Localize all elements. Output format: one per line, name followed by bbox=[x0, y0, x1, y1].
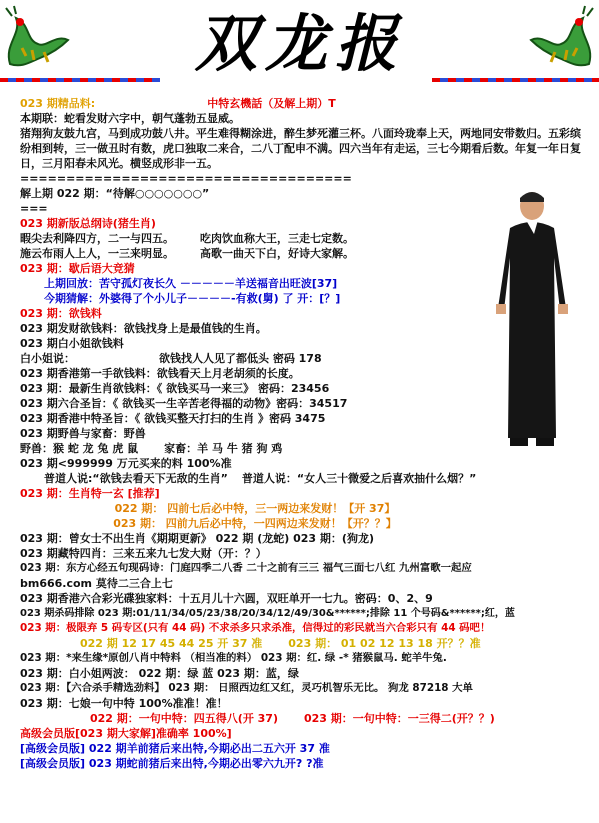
text-line: 023 期：东方心经五句现码诗：门庭四季二八香 二十之前有三三 福气三面七八红 九州富歌一起应 bbox=[20, 562, 472, 574]
text-line: 野兽：猴 蛇 龙 兔 虎 鼠 bbox=[20, 442, 139, 455]
text-line: 023 期：七娘一句中特 100%准准！准！ bbox=[20, 697, 228, 710]
section-heading bbox=[20, 96, 585, 111]
section-heading: 高级会员版[023 期大家解]准确率 100%] bbox=[20, 727, 232, 740]
text-line: 023 期香港第一手欲钱料：欲钱看天上月老胡须的长度。 bbox=[20, 367, 300, 380]
text-line: 023 期六合圣旨：《 欲钱买一生辛苦老得福的动物》密码：34517 bbox=[20, 397, 348, 410]
text-row bbox=[20, 351, 585, 366]
divider-text: === bbox=[20, 202, 48, 215]
text-line: 中特玄機話（及解上期）T bbox=[207, 97, 336, 110]
text-line: 023 期：曾女士不出生肖《期期更新》 022 期 (龙蛇) 023 期：(狗龙) bbox=[20, 532, 374, 545]
text-line: 023 期：极限弃 5 码专区(只有 44 码) 不求杀多只求杀准，信得过的彩民就当六合彩只有 44 码吧！ bbox=[20, 622, 491, 634]
text-line: 022 期：一句中特：四五得八(开 37) bbox=[90, 712, 278, 725]
text-line: 023 期：最新生肖欲钱料：《 欲钱买马一来三》 密码：23456 bbox=[20, 382, 330, 395]
page-title: 双龙报 bbox=[194, 7, 405, 80]
text-line: 欲钱找人人见了都低头 密码 178 bbox=[159, 352, 322, 365]
text-line: 023 期：一句中特：一三得二(开？？) bbox=[303, 712, 495, 725]
text-row bbox=[20, 471, 585, 486]
text-row bbox=[20, 711, 585, 726]
text-line: 023 期香港中特圣旨：《 欲钱买整天打扫的生肖 》密码 3475 bbox=[20, 412, 326, 425]
text-line: 023 期<999999 万元买来的料 100%准 bbox=[20, 457, 232, 470]
dragon-icon-left bbox=[2, 4, 76, 78]
text-line: 023 期杀码排除 023 期:01/11/34/05/23/38/20/34/12/49/30&******;排除 11 个号码&******;红，蓝 bbox=[20, 608, 515, 619]
masthead bbox=[0, 0, 599, 98]
text-line: 本期联：蛇看发财六字中，朝气蓬勃五显威。 bbox=[20, 112, 240, 125]
text-row bbox=[20, 441, 585, 456]
text-line: 普道人说：“女人三十微爱之后喜欢抽什么烟？” bbox=[241, 472, 477, 485]
section-heading: 023 期：欲钱料 bbox=[20, 307, 102, 320]
header-stripe-right bbox=[432, 78, 599, 82]
header-stripe-left bbox=[0, 78, 160, 82]
text-line: 家畜：羊 马 牛 猪 狗 鸡 bbox=[164, 442, 283, 455]
section-heading: 023 期新版总纲诗(猪生肖) bbox=[20, 217, 156, 230]
text-line: 023 期香港六合彩光碟独家料：十五月儿十六圆，双旺单开一七九。密码：0、2、9 bbox=[20, 592, 433, 605]
text-line: 023 期： 01 02 12 13 18 开？？准 bbox=[288, 637, 481, 650]
text-line: [高级会员版] 023 期蛇前猪后来出特,今期必出零六九开? ?准 bbox=[20, 757, 324, 770]
text-paragraph: 猪翔狗友鼓九宫，马到成功鼓八井。平生难得糊涂进，醉生梦死灌三杯。八面玲珑奉上天，两地同安带数归。五彩缤纷相到转，三一做丑时有数，虎口独取二来合，二八丁配申不满。四六当年有走运，三七今期看后数。年复一年日复日，三月阳春未风光。横竖成形非一五。 bbox=[20, 127, 581, 170]
divider-text: ==================================== bbox=[20, 172, 352, 185]
text-line: 023 期： 四前九后必中特，一四两边来发财！【开？？】 bbox=[113, 517, 397, 530]
text-line: 023 期藏特四肖：三来五来九七发大财（开：？） bbox=[20, 547, 267, 560]
text-line: 023 期发财欲钱料：欲钱找身上是最值钱的生肖。 bbox=[20, 322, 267, 335]
text-line: 吃肉饮血称大王，三走七定数。 bbox=[200, 232, 354, 245]
text-row bbox=[20, 636, 585, 651]
poem-row bbox=[20, 231, 585, 246]
text-line: bm666.com 莫待二三合上七 bbox=[20, 577, 173, 590]
text-line: 白小姐说： bbox=[20, 352, 75, 365]
text-line: 023 期：【六合杀手精选劲料】 023 期： 日照西边红又红，灵巧机智乐无比。 狗龙 87218 大单 bbox=[20, 682, 473, 694]
section-heading: 023 期：生肖特一玄 [推荐] bbox=[20, 487, 160, 500]
text-line: 022 期： 四前七后必中特，三一两边来发财！【开 37】 bbox=[114, 502, 396, 515]
text-line: 023 期：*来生缘*原创八肖中特料 （相当准的料） 023 期：红. 绿 -* 猪猴鼠马. 蛇羊牛兔. bbox=[20, 652, 447, 664]
text-line: 施云布雨人上人，一三来明显。 bbox=[20, 247, 174, 260]
text-line: 023 期精品料: bbox=[20, 97, 96, 110]
content bbox=[20, 96, 585, 771]
text-line: [高级会员版] 022 期羊前猪后来出特,今期必出二五六开 37 准 bbox=[20, 742, 330, 755]
text-line: 上期回放：苦守孤灯夜长久 －－－－－羊送福音出旺波[37] bbox=[44, 277, 338, 290]
text-line: 解上期 022 期：“待解○○○○○○○” bbox=[20, 187, 210, 200]
text-line: 023 期野兽与家畜：野兽 bbox=[20, 427, 146, 440]
text-line: 高歌一曲天下白，好诗大家解。 bbox=[200, 247, 354, 260]
text-line: 023 期白小姐欲钱料 bbox=[20, 337, 124, 350]
poem-row bbox=[20, 246, 585, 261]
text-line: 022 期 12 17 45 44 25 开 37 准 bbox=[80, 637, 263, 650]
text-line: 023 期：白小姐两波： 022 期：绿 蓝 023 期：蓝，绿 bbox=[20, 667, 299, 680]
text-line: 暇尖去利降四方，二一与四五。 bbox=[20, 232, 174, 245]
dragon-icon-right bbox=[523, 4, 597, 78]
section-heading: 023 期：歇后语大竞猜 bbox=[20, 262, 135, 275]
text-line bbox=[20, 621, 585, 636]
text-line: 今期猜解：外婆得了个小儿子－－－－-有救(舅) 了 开：[？] bbox=[44, 292, 341, 305]
text-line: 普道人说:“欲钱去看天下无敌的生肖” bbox=[44, 472, 228, 485]
